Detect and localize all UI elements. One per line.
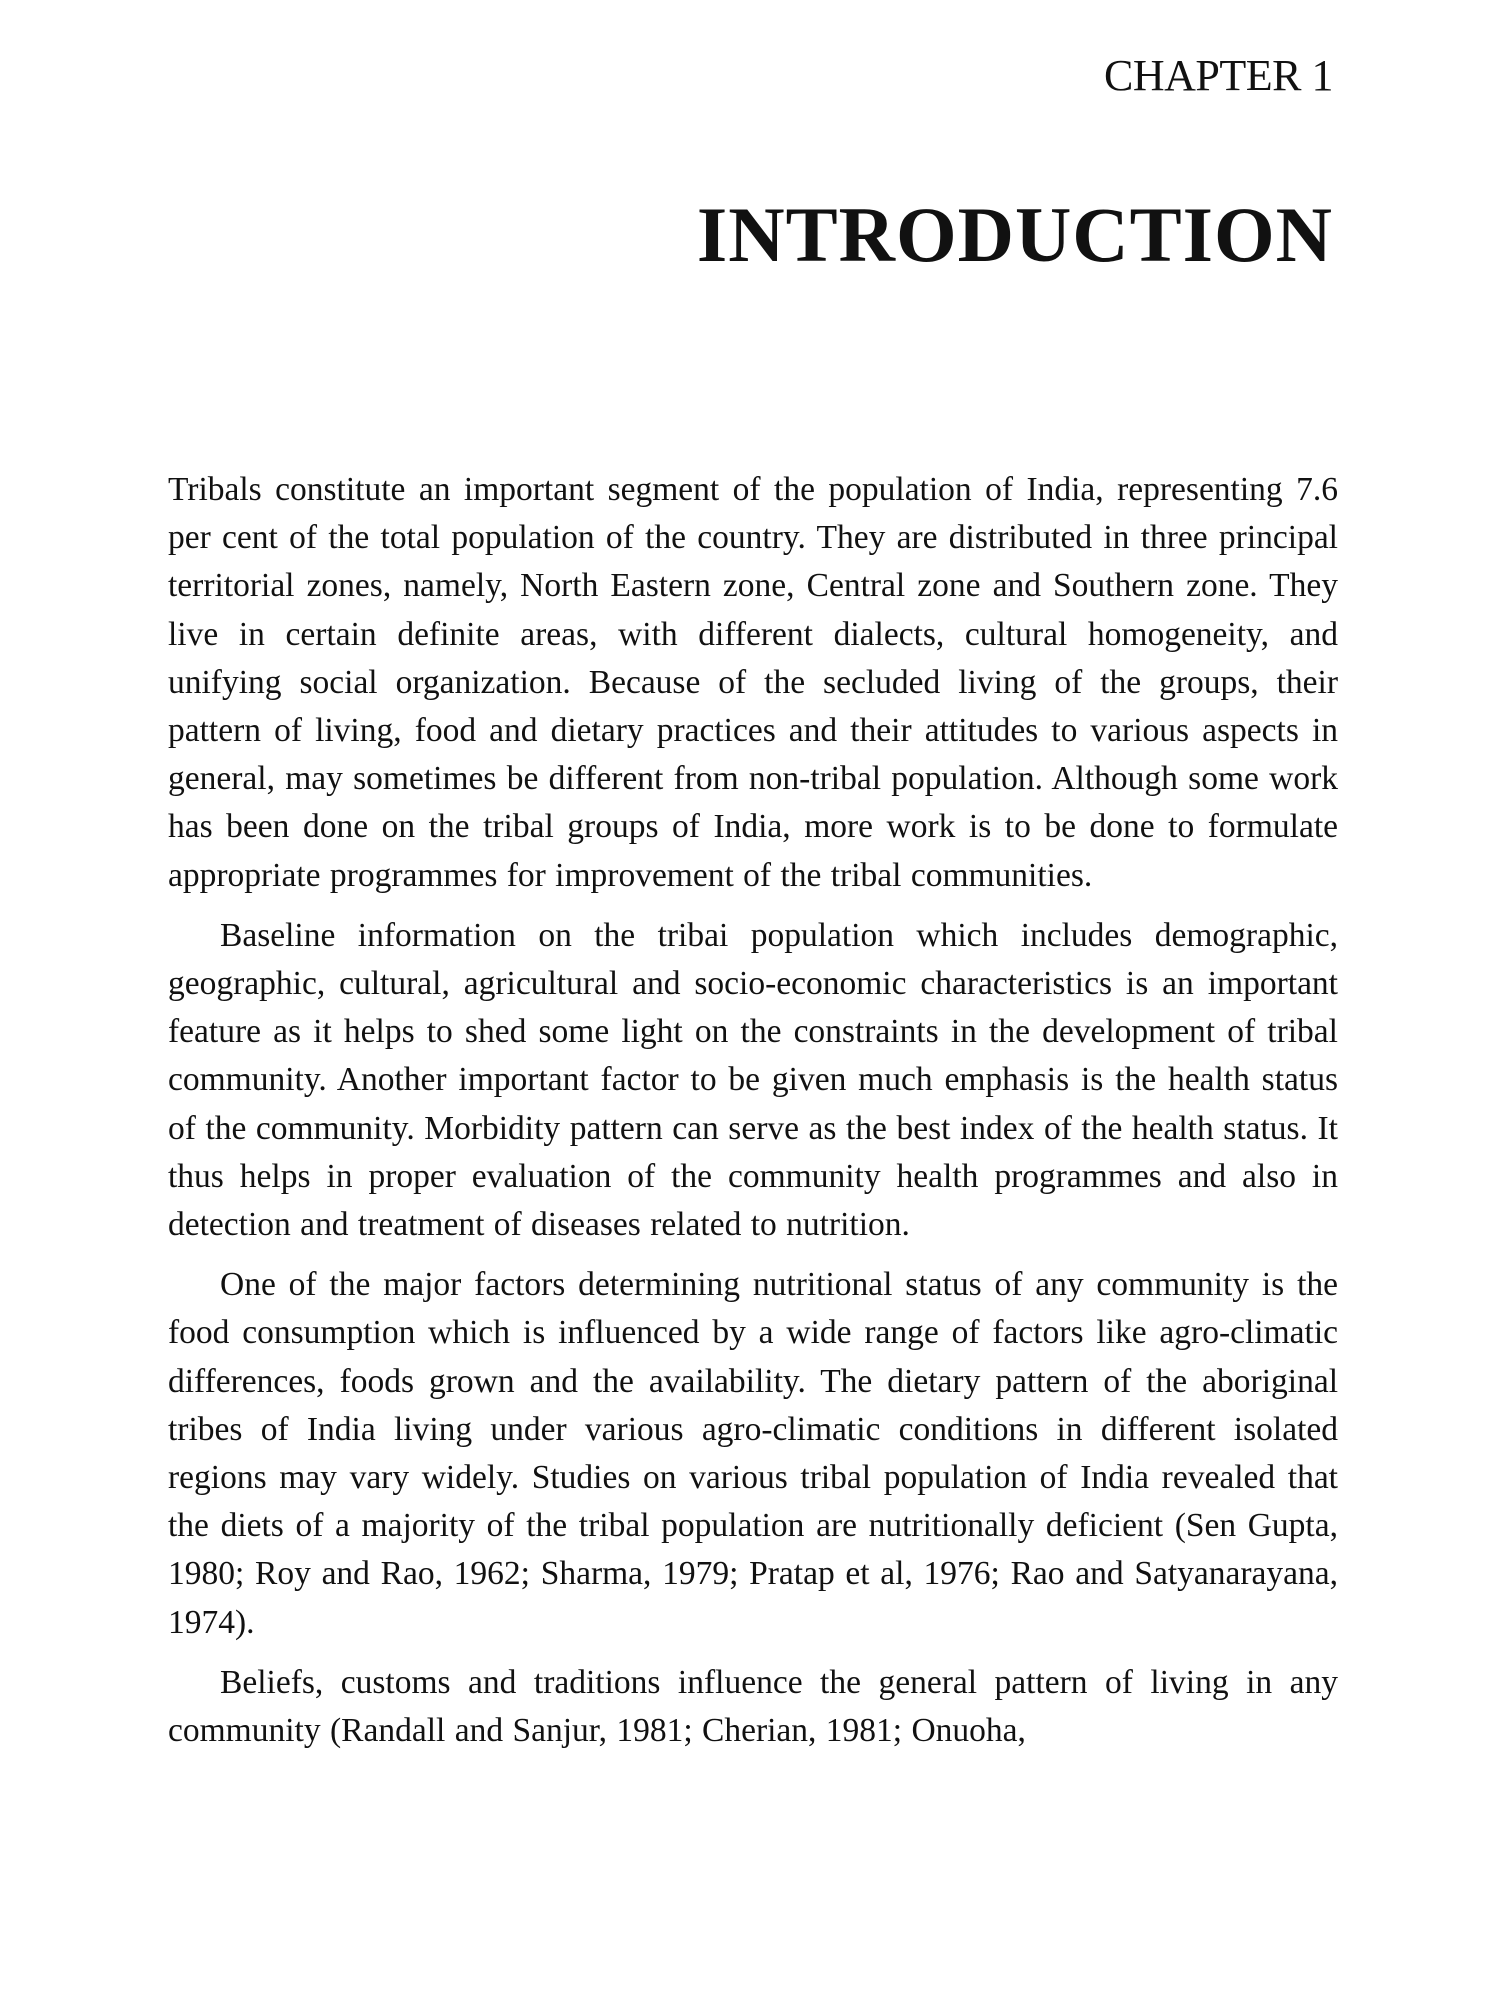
- chapter-title: INTRODUCTION: [696, 191, 1333, 278]
- body-text: [168, 466, 1338, 1755]
- paragraph-1: Tribals constitute an important segment of the population of India, representing 7.6 per cent of the total population of the country. They are distributed in three principal territorial zones, namely, North Eastern zone, Central zone and Southern zone. They live in certain definite areas, with different dialects, cultural homogeneity, and unifying social organization. Because of the secluded living of the groups, their pattern of living, food and dietary practices and their attitudes to various aspects in general, may sometimes be different from non-tribal population. Although some work has been done on the tribal groups of India, more work is to be done to formulate appropriate programmes for improvement of the tribal communities.: [168, 471, 1338, 894]
- paragraph-4: Beliefs, customs and traditions influence the general pattern of living in any community (Randall and Sanjur, 1981; Cherian, 1981; Onuoha,: [168, 1663, 1338, 1750]
- paragraph-2: Baseline information on the tribai population which includes demographic, geographic, cultural, agricultural and socio-economic characteristics is an important feature as it helps to shed some light on the constraints in the development of tribal community. Another important factor to be given much emphasis is the health status of the community. Morbidity pattern can serve as the best index of the health status. It thus helps in proper evaluation of the community health programmes and also in detection and treatment of diseases related to nutrition.: [168, 916, 1338, 1244]
- paragraph-3: One of the major factors determining nutritional status of any community is the food consumption which is influenced by a wide range of factors like agro-climatic differences, foods grown and the availability. The dietary pattern of the aboriginal tribes of India living under various agro-climatic conditions in different isolated regions may vary widely. Studies on various tribal population of India revealed that the diets of a majority of the tribal population are nutritionally deficient (Sen Gupta, 1980; Roy and Rao, 1962; Sharma, 1979; Pratap et al, 1976; Rao and Satyanarayana, 1974).: [168, 1266, 1338, 1641]
- chapter-label: CHAPTER 1: [1104, 51, 1333, 100]
